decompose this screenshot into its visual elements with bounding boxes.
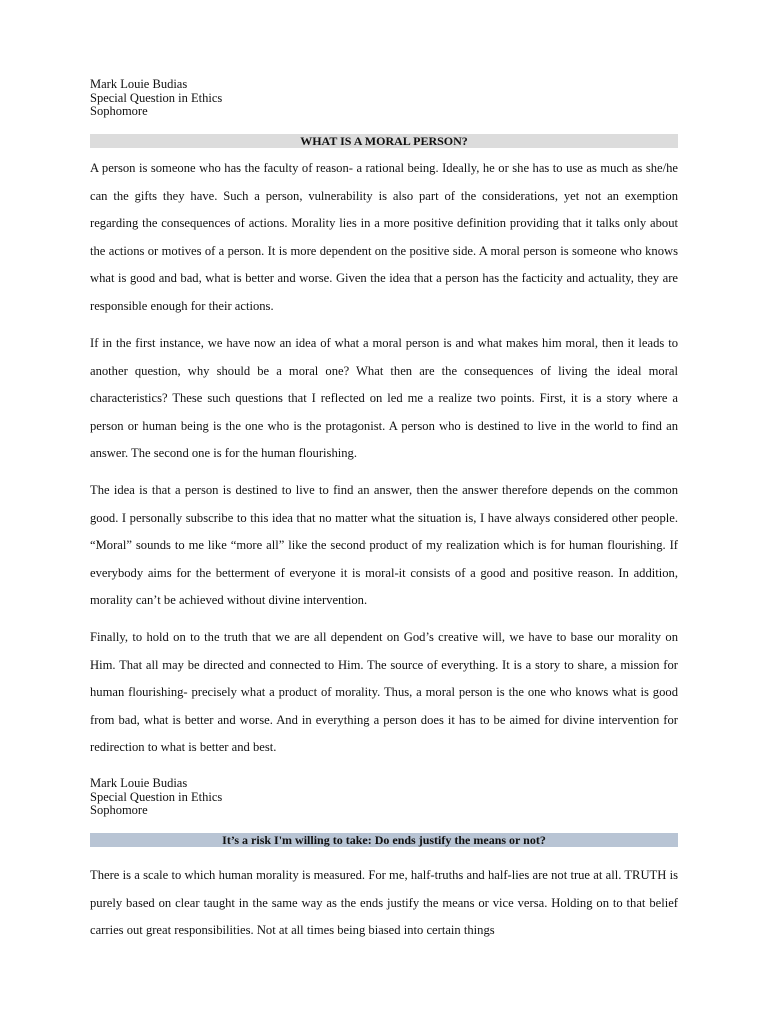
year-level: Sophomore [90, 803, 148, 817]
essay1-paragraph-3: The idea is that a person is destined to live to find an answer, then the answer therefore depends on the common good. I personally subscribe to this idea that no matter what the situation is, I have always considered other people. “Moral” sounds to me like “more all” like the second product of my realization which is for human flourishing. If everybody aims for the betterment of everyone it is moral-it consists of a good and positive reason. In addition, morality can’t be achieved without divine intervention. [90, 483, 678, 607]
essay1-paragraph-1: A person is someone who has the faculty of reason- a rational being. Ideally, he or she has to use as much as she/he can the gifts they have. Such a person, vulnerability is also part of the considerations, yet not an exemption regarding the consequences of actions. Morality lies in a more positive definition providing that it talks only about the actions or motives of a person. It is more dependent on the positive side. A moral person is someone who knows what is good and bad, what is better and worse. Given the idea that a person has the facticity and actuality, they are responsible enough for their actions. [90, 161, 678, 313]
essay1-paragraph-4: Finally, to hold on to the truth that we are all dependent on God’s creative will, we have to base our morality on Him. That all may be directed and connected to Him. The source of everything. It is a story to share, a mission for human flourishing- precisely what a product of morality. Thus, a moral person is the one who knows what is good from bad, what is better and worse. And in everything a person does it has to be aimed for divine intervention for redirection to what is better and best. [90, 630, 678, 754]
course-name: Special Question in Ethics [90, 789, 223, 804]
essay1-title: WHAT IS A MORAL PERSON? [90, 134, 678, 148]
author-name: Mark Louie Budias [90, 77, 188, 91]
essay1-header [90, 78, 222, 119]
author-name: Mark Louie Budias [90, 776, 188, 790]
essay1-paragraph-2: If in the first instance, we have now an idea of what a moral person is and what makes him moral, then it leads to another question, why should be a moral one? What then are the consequences of living the ideal moral characteristics? These such questions that I reflected on led me a realize two points. First, it is a story where a person or human being is the one who is the protagonist. A person who is destined to live in the world to find an answer. The second one is for the human flourishing. [90, 336, 678, 460]
essay2-paragraph-1: There is a scale to which human morality is measured. For me, half-truths and half-lies are not true at all. TRUTH is purely based on clear taught in the same way as the ends justify the means or vice versa. Holding on to that belief carries out great responsibilities. Not at all times being biased into certain things [90, 868, 678, 937]
essay2-header [90, 777, 222, 818]
essay2-title: It’s a risk I'm willing to take: Do ends justify the means or not? [90, 833, 678, 847]
year-level: Sophomore [90, 104, 148, 118]
course-name: Special Question in Ethics [90, 90, 223, 105]
